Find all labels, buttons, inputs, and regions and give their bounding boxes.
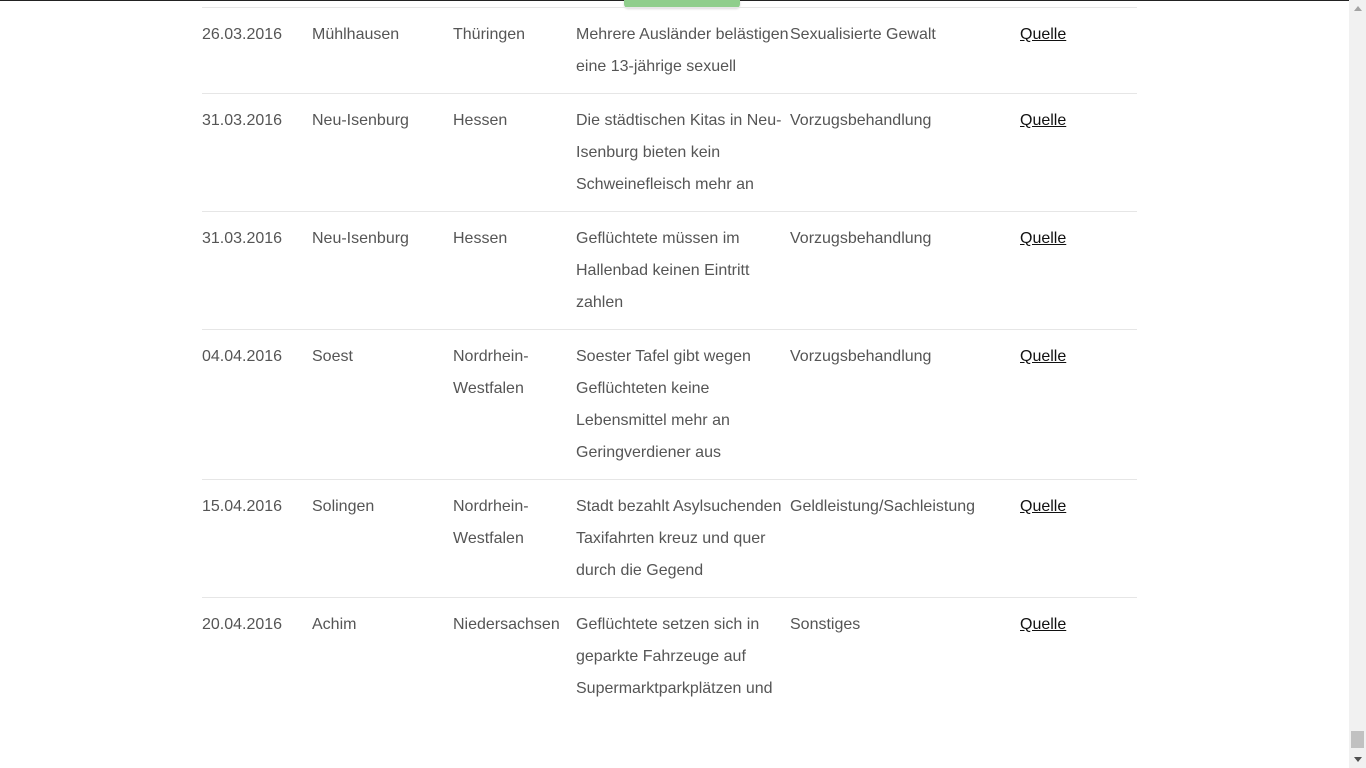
scrollbar-thumb[interactable] [1351,731,1364,748]
source-link[interactable]: Quelle [1020,498,1067,515]
cell-category: Vorzugsbehandlung [790,230,932,247]
cell-date: 15.04.2016 [202,498,283,515]
table-row [202,212,1137,330]
cell-city: Solingen [312,498,375,515]
cell-description: Soester Tafel gibt wegen Geflüchteten keine Lebensmittel mehr an Geringverdiener aus [576,348,751,461]
cell-state: Niedersachsen [453,616,560,633]
cell-state: Nordrhein-Westfalen [453,498,529,547]
cell-source [1020,330,1137,480]
cell-date: 20.04.2016 [202,616,283,633]
incident-table-container [202,7,1137,715]
table-row [202,94,1137,212]
triangle-up-icon [1354,6,1362,11]
table-row [202,330,1137,480]
cell-source [1020,212,1137,330]
cell-city: Neu-Isenburg [312,112,409,129]
cell-category: Vorzugsbehandlung [790,112,932,129]
cell-source [1020,94,1137,212]
cell-state: Nordrhein-Westfalen [453,348,529,397]
source-link[interactable]: Quelle [1020,230,1067,247]
cell-description: Die städtischen Kitas in Neu-Isenburg bieten kein Schweinefleisch mehr an [576,112,782,193]
scroll-down-button[interactable] [1349,751,1366,768]
source-link[interactable]: Quelle [1020,112,1067,129]
incident-table [202,7,1137,715]
cell-city: Mühlhausen [312,26,400,43]
cell-description: Geflüchtete setzen sich in geparkte Fahrzeuge auf Supermarktparkplätzen und [576,616,773,697]
table-row [202,598,1137,716]
source-link[interactable]: Quelle [1020,616,1067,633]
cell-description: Stadt bezahlt Asylsuchenden Taxifahrten kreuz und quer durch die Gegend [576,498,782,579]
cell-source [1020,8,1137,94]
cell-description: Geflüchtete müssen im Hallenbad keinen Eintritt zahlen [576,230,750,311]
cell-city: Achim [312,616,357,633]
scroll-up-button[interactable] [1349,0,1366,17]
cell-source [1020,598,1137,716]
cell-category: Geldleistung/Sachleistung [790,498,976,515]
cell-date: 31.03.2016 [202,112,283,129]
source-link[interactable]: Quelle [1020,348,1067,365]
source-link[interactable]: Quelle [1020,26,1067,43]
cell-city: Neu-Isenburg [312,230,409,247]
cell-date: 31.03.2016 [202,230,283,247]
cell-state: Hessen [453,230,508,247]
triangle-down-icon [1354,757,1362,762]
table-row [202,8,1137,94]
cell-category: Vorzugsbehandlung [790,348,932,365]
cell-state: Hessen [453,112,508,129]
cell-category: Sonstiges [790,616,861,633]
cell-city: Soest [312,348,353,365]
cell-category: Sexualisierte Gewalt [790,26,936,43]
cell-date: 04.04.2016 [202,348,283,365]
cell-description: Mehrere Ausländer belästigen eine 13-jährige sexuell [576,26,789,75]
cell-date: 26.03.2016 [202,26,283,43]
cell-source [1020,480,1137,598]
vertical-scrollbar[interactable] [1349,0,1366,768]
cell-state: Thüringen [453,26,526,43]
table-row [202,480,1137,598]
